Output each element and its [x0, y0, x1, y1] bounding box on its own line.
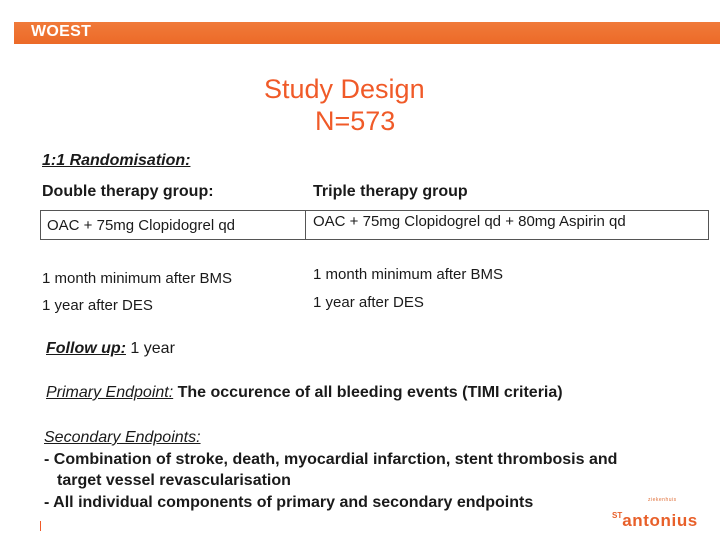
logo-subtitle: ziekenhuis	[648, 497, 677, 503]
double-regimen-box: OAC + 75mg Clopidogrel qd	[40, 210, 306, 240]
page-marker	[40, 521, 41, 531]
triple-bms-duration: 1 month minimum after BMS	[313, 266, 504, 283]
title-line-2: N=573	[315, 106, 396, 136]
double-des-duration: 1 year after DES	[42, 297, 153, 314]
secondary-endpoint-2: - All individual components of primary and secondary endpoints	[44, 493, 534, 511]
primary-endpoint-value: The occurence of all bleeding events (TIMI criteria)	[173, 384, 563, 401]
logo-name: antonius	[622, 511, 698, 530]
header-bar	[14, 22, 720, 44]
logo-prefix: ST	[612, 511, 623, 520]
primary-endpoint	[46, 384, 563, 402]
follow-up-value: 1 year	[125, 340, 175, 357]
triple-regimen-box: OAC + 75mg Clopidogrel qd + 80mg Aspirin qd	[305, 210, 709, 240]
study-tag: WOEST	[31, 23, 92, 40]
randomisation-label: 1:1 Randomisation:	[42, 152, 191, 169]
title-line-1: Study Design	[264, 74, 425, 104]
triple-therapy-heading: Triple therapy group	[313, 183, 468, 200]
secondary-endpoints	[44, 427, 617, 513]
primary-endpoint-label: Primary Endpoint:	[46, 384, 174, 401]
st-antonius-logo	[612, 497, 712, 533]
secondary-endpoint-1-cont: target vessel revascularisation	[57, 472, 291, 489]
logo-wordmark	[612, 511, 698, 531]
secondary-endpoints-label: Secondary Endpoints:	[44, 429, 201, 446]
triple-des-duration: 1 year after DES	[313, 294, 424, 311]
follow-up-label: Follow up:	[46, 340, 126, 357]
double-therapy-heading: Double therapy group:	[42, 183, 214, 200]
secondary-endpoint-1: - Combination of stroke, death, myocardial infarction, stent thrombosis and	[44, 450, 618, 468]
follow-up	[46, 340, 175, 358]
double-bms-duration: 1 month minimum after BMS	[42, 270, 233, 287]
